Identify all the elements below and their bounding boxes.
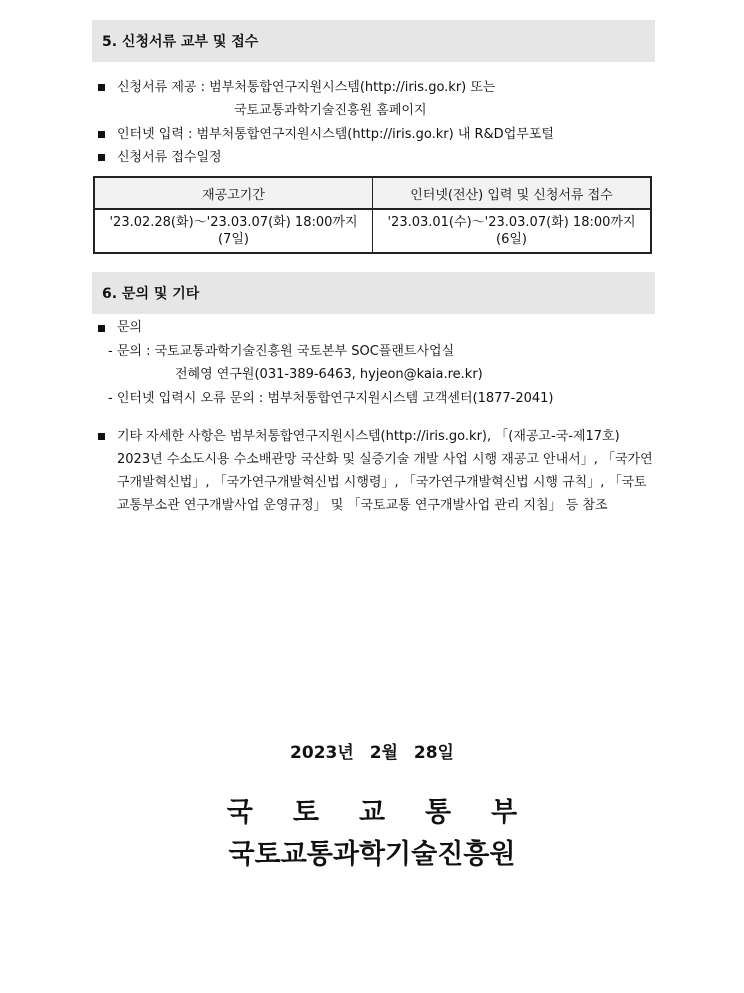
issue-date: 2023년 2월 28일 [290, 743, 454, 763]
period-days: (7일) [218, 232, 249, 247]
inquiry-line-1: - 문의 : 국토교통과학기술진흥원 국토본부 SOC플랜트사업실 [108, 344, 455, 359]
period-dates: '23.02.28(화)～'23.03.07(화) 18:00까지 [109, 215, 358, 230]
table-cell-submission [373, 209, 652, 253]
provide-line: 신청서류 제공 : 범부처통합연구지원시스템(http://iris.go.kr) 또는 [117, 80, 496, 95]
table-row [94, 209, 651, 253]
square-bullet-icon [98, 325, 105, 332]
inquiry-contact: 전혜영 연구원(031-389-6463, hyjeon@kaia.re.kr) [175, 367, 483, 382]
section-5-title: 5. 신청서류 교부 및 접수 [102, 34, 259, 50]
inquiry-line-2: - 인터넷 입력시 오류 문의 : 범부처통합연구지원시스템 고객센터(1877-2041) [108, 391, 554, 406]
agency-name: 국토교통과학기술진흥원 [228, 839, 516, 870]
table-cell-period [94, 209, 373, 253]
submission-dates: '23.03.01(수)～'23.03.07(화) 18:00까지 [387, 215, 636, 230]
provide-line-cont: 국토교통과학기술진흥원 홈페이지 [234, 103, 427, 118]
schedule-label: 신청서류 접수일정 [117, 150, 222, 165]
submission-days: (6일) [496, 232, 527, 247]
section-6-header [92, 272, 655, 314]
table-header-submission: 인터넷(전산) 입력 및 신청서류 접수 [373, 177, 652, 209]
section-6-title: 6. 문의 및 기타 [102, 286, 200, 302]
schedule-table [93, 176, 652, 254]
square-bullet-icon [98, 154, 105, 161]
ministry-name: 국토교통부 [226, 797, 558, 828]
table-header-period: 재공고기간 [94, 177, 373, 209]
square-bullet-icon [98, 131, 105, 138]
inquiry-label: 문의 [117, 320, 143, 335]
square-bullet-icon [98, 84, 105, 91]
internet-line: 인터넷 입력 : 범부처통합연구지원시스템(http://iris.go.kr) 내 R&D업무포털 [117, 127, 554, 142]
section-5-header [92, 20, 655, 62]
etc-paragraph: 기타 자세한 사항은 범부처통합연구지원시스템(http://iris.go.kr), 「(재공고-국-제17호) 2023년 수소도시용 수소배관망 국산화 및 실증기술 개발 사업 시행 재공고 안내서」, 「국가연구개발혁신법」, 「국가연구개발혁신법 시행령」, 「국가연구개발혁신법 시행 규칙」, 「국토교통부소관 연구개발사업 운영규정」 및 「국토교통 연구개발사업 관리 지침」 등 참조 [117, 429, 653, 513]
square-bullet-icon [98, 433, 105, 440]
